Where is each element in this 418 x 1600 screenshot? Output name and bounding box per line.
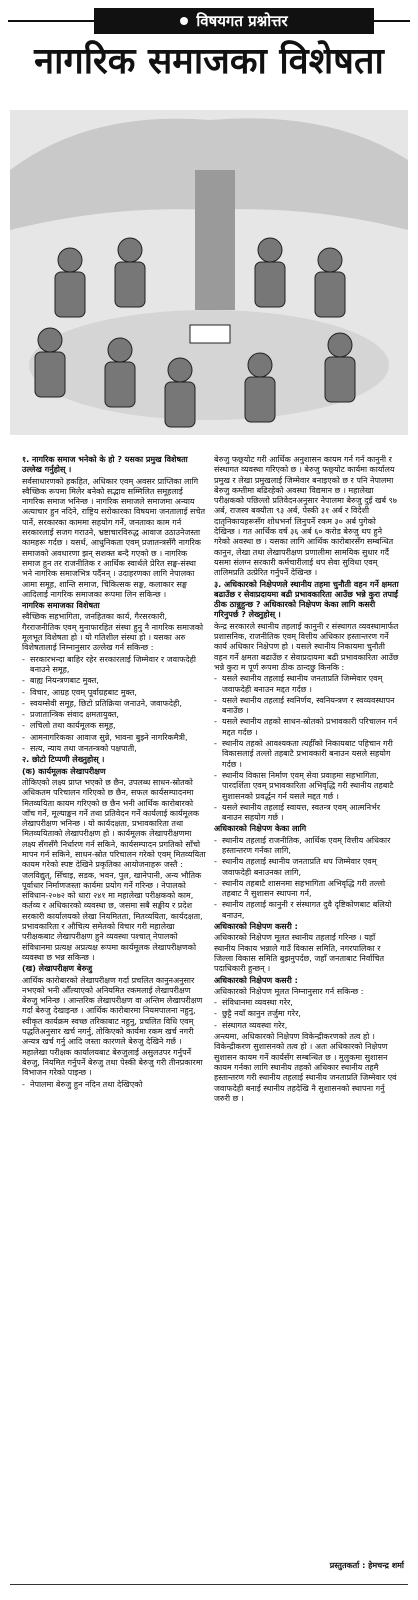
list-item: - नेपालमा बेरुजु हुन नदिन तथा देखिएको: [22, 1080, 207, 1090]
reason-item: - यसले स्थानीय तहलाई स्वायत्त, स्वतन्त्र एवम् आत्मनिर्भर बनाउन सहयोग गर्छ ।: [214, 803, 399, 824]
purpose-item: - स्थानीय तहबाटै शासनमा सहभागिता अभिवृद्धि गरी तल्लो तहबाट नै सुशासन स्थापना गर्न,: [214, 879, 399, 900]
byline: प्रस्तुतकर्ता : हेमचन्द्र शर्मा: [329, 1561, 404, 1570]
answer-2a: तोकिएको लक्ष्य प्राप्त भएको छ छैन, उपलब्ध साधन-स्रोतको अधिकतम परिचालन गरिएको छ छैन, सफल कार्यसम्पादनमा मितव्ययिता कायम गरिएको छ छैन भनी आर्थिक कारोबारको जाँच गर्ने, मूल्याङ्कन गर्ने तथा प्रतिवेदन गर्ने कार्यलाई कार्यमूलक लेखापरीक्षण भनिन्छ । यो कार्यदक्षता, प्रभावकारिता तथा मितव्ययिताको लेखापरीक्षण हो । कार्यमूलक लेखापरीक्षणमा लक्ष्य सँगसँगै निर्धारण गर्न सकिने, कार्यसम्पादन प्रगतिको साँचो मापन गर्न सकिने, साधन-स्रोत परिचालन गरेको एवम् मितव्ययिता कायम गरेको स्पष्ट देखिने प्रकृतिका आयोजनाहरू जस्तै : जलविद्युत्, सिँचाइ, सडक, भवन, पुल, खानेपानी, अन्य भौतिक पूर्वाधार निर्माणजस्ता कार्यमा प्रयोग गर्ने गरिन्छ । नेपालको संविधान-२०७२ को धारा २४१ मा महालेखा परीक्षकको काम, कर्तव्य र अधिकारको व्यवस्था छ, जसमा सबै सङ्घीय र प्रदेश सरकारी कार्यालयको लेखा नियमितता, मितव्ययिता, कार्यदक्षता, प्रभावकारिता र औचित्य समेतको विचार गरी महालेखा परीक्षकबाट लेखापरीक्षण हुने व्यवस्था पश्चात् नेपालको संविधानमा प्रत्यक्ष अप्रत्यक्ष रूपमा कार्यमूलक लेखापरीक्षणको व्यवस्था छ भन्न सकिन्छ ।: [22, 777, 206, 962]
answer-3b: अधिकारको निक्षेपण मूलत स्थानीय तहलाई गरिन्छ । यहाँ स्थानीय निकाय भन्नाले गाउँ विकास समिति, नगरपालिका र जिल्ला विकास समिति बुझनुपर्दछ, जहाँ जनताबाट निर्वाचित पदाधिकारी हुन्छन् ।: [214, 933, 385, 974]
section-tag: [94, 8, 374, 34]
method-item: - छुट्टै नयाँ कानुन तर्जुमा गरेर,: [214, 1009, 399, 1019]
illustration: [10, 110, 408, 435]
question-2: २. छोटो टिप्पणी लेख्नुहोस् ।: [22, 755, 105, 765]
answer-1: सर्वसाधारणको हकहित, अधिकार एवम् अवसर प्राप्तिका लागि स्वैच्छिक रूपमा मिलेर बनेको सद्भाव सम्मिलित समूहलाई नागरिक समाज भनिन्छ । नागरिक समाजले समाजमा अन्याय अत्याचार हुन नदिने, राष्ट्रिय सरोकारका विषयमा जनतालाई सचेत पार्ने, सरकारका काममा सहयोग गर्ने, जनताका काम गर्न सरकारलाई सजग गराउने, भ्रष्टाचारविरुद्ध आवाज उठाउनेजस्ता कामहरू गर्दछ । यसर्थ, आधुनिकता एवम् प्रजातन्त्रसँगै नागरिक समाजको अवधारणा झन् सशक्त बन्दै गएको छ । नागरिक समाज हुन तर राजनीतिक र आर्थिक स्वार्थले प्रेरित सङ्घ-संस्था भने नागरिक समाजभित्र पर्दैनन् । उदाहरणका लागि नेपालका आमा समूह, शान्ति समाज, चिकित्सक सङ्घ, कलाकार सङ्घ आदिलाई नागरिक समाजका रूपमा लिन सकिन्छ ।: [22, 476, 206, 599]
footer-rule: [10, 1584, 408, 1585]
purpose-item: - स्थानीय तहलाई राजनीतिक, आर्थिक एवम् वित्तीय अधिकार हस्तान्तरण गर्नका लागि,: [214, 836, 399, 857]
left-column: [22, 455, 207, 1091]
purpose-item: - स्थानीय तहलाई स्थानीय जनताप्रति थप जिम्मेवार एवम् जवाफदेही बनाउनका लागि,: [214, 857, 399, 878]
heading-devolution-how: अधिकारको निक्षेपण कसरी :: [214, 922, 298, 932]
heading-features: नागरिक समाजका विशेषता: [22, 601, 100, 611]
section-tag-label: विषयगत प्रश्नोत्तर: [196, 12, 288, 30]
heading-performance-audit: (क) कार्यमूलक लेखापरीक्षण: [22, 766, 106, 776]
question-3: ३. अधिकारको निक्षेपणले स्थानीय तहमा चुनौती वहन गर्ने क्षमता बढाउँछ र सेवाप्रदायमा बढी प्रभावकारिता आउँछ भन्ने कुरा तपाईं ठीक ठान्नुहुन्छ ? अधिकारको निक्षेपण केका लागि कसरी गरिनुपर्छ ? लेख्नुहोस् ।: [214, 579, 399, 620]
feature-item: - सरकारभन्दा बाहिर रहेर सरकारलाई जिम्मेवार र जवाफदेही बनाउने समूह,: [22, 655, 207, 676]
right-column: [214, 455, 399, 1105]
reason-item: - स्थानीय विकास निर्माण एवम् सेवा प्रवाहमा सहभागिता, पारदर्शिता एवम् प्रभावकारिता अभिवृद्धि गरी स्थानीय तहबाटै सुशासनको प्रवर्द्धन गर्न यसले मद्दत गर्छ ।: [214, 771, 399, 802]
reason-item: - यसले स्थानीय तहको साधन-स्रोतको प्रभावकारी परिचालन गर्न मद्दत गर्दछ ।: [214, 717, 399, 738]
method-item: - संस्थागत व्यवस्था गरेर,: [214, 1021, 399, 1031]
feature-item: - बाह्य नियन्त्रणबाट मुक्त,: [22, 676, 207, 686]
purpose-item: - स्थानीय तहलाई कानुनी र संस्थागत दुवै दृष्टिकोणबाट बलियो बनाउन,: [214, 900, 399, 921]
bullet-icon: [180, 17, 188, 25]
answer-1b: स्वैच्छिक सहभागिता, जनहितका कार्य, गैरसरकारी, गैरराजनीतिक एवम् मुनाफारहित संस्था हुनु नै नागरिक समाजको मूलभूत विशेषता हो । यो गतिशील संस्था हो । यसका अरु विशेषतालाई निम्नानुसार उल्लेख गर्न सकिन्छ :: [22, 612, 204, 653]
answer-2b-continued: बेरुजु फछ्र्योट गरी आर्थिक अनुशासन कायम गर्न गर्न कानुनी र संस्थागत व्यवस्था गरिएको छ । बेरुजु फछ्र्योट कार्यमा कार्यालय प्रमुख र लेखा प्रमुखलाई जिम्मेवार बनाइएको छ र पनि नेपालमा बेरुजु कम्तीमा बढिरहेको अवस्था विद्यमान छ । महालेखा परीक्षकको पछिल्लो प्रतिवेदनअनुसार नेपालमा बेरुजु दुई खर्ब ९७ अर्ब, राजस्व बक्यौता ९३ अर्ब, पेस्की ३१ अर्ब र विदेशी दातृनिकायहरूसँग शोधभर्ना लिनुपर्ने रकम ३० अर्ब पुगेको देखिन्छ । गत आर्थिक वर्ष ३६ अर्ब ६० करोड बेरुजु थप हुने गरेको अवस्था छ । यसका लागि आर्थिक कारोबारसँग सम्बन्धित कानुन, लेखा तथा लेखापरीक्षण प्रणालीमा सामयिक सुधार गर्दै यसमा संलग्न सरकारी कर्मचारीलाई थप सेवा सुविधा एवम् तालिमप्रति उत्प्रेरित गर्नुपर्ने देखिन्छ ।: [214, 455, 397, 578]
answer-3: केन्द्र सरकारले स्थानीय तहलाई कानुनी र संस्थागत व्यवस्थामार्फत प्रशासनिक, राजनीतिक एवम् वित्तीय अधिकार हस्तान्तरण गर्ने कार्य अधिकार निक्षेपण हो । यसले स्थानीय निकायमा चुनौती वहन गर्ने क्षमता बढाउँछ र सेवाप्रदायमा बढी प्रभावकारिता आउँछ भन्ने कुरा म पूर्ण रूपमा ठीक ठान्दछु किनकि :: [214, 621, 399, 672]
heading-audit-arrears: (ख) लेखापरीक्षण बेरुजु: [22, 964, 93, 974]
headline: नागरिक समाजका विशेषता: [34, 41, 384, 82]
answer-3c: अधिकारको निक्षेपण मूलत निम्नानुसार गर्न सकिन्छ :: [214, 986, 364, 996]
feature-item: - लचिलो तथा कार्यमूलक समूह,: [22, 721, 207, 731]
reason-item: - स्थानीय तहको आवश्यकता त्यहीँको निकायबाट पहिचान गरी विकासलाई तल्लो तहबाटै प्रभावकारी बनाउन यसले सहयोग गर्दछ ।: [214, 739, 399, 770]
reason-item: - यसले स्थानीय तहलाई स्थानीय जनताप्रति जिम्मेवार एवम् जवाफदेही बनाउन मद्दत गर्दछ ।: [214, 674, 399, 695]
heading-devolution-why: अधिकारको निक्षेपण केका लागि: [214, 824, 307, 834]
reason-item: - यसले स्थानीय तहलाई स्वनिर्णय, स्वनियन्त्रण र स्वव्यवस्थापन बनाउँछ ।: [214, 696, 399, 717]
heading-devolution-how-2: अधिकारको निक्षेपण कसरी :: [214, 975, 298, 985]
question-1: १. नागरिक समाज भनेको के हो ? यसका प्रमुख विशेषता उल्लेख गर्नुहोस् ।: [22, 455, 188, 475]
method-item: - संविधानमा व्यवस्था गरेर,: [214, 998, 399, 1008]
feature-item: - सत्य, न्याय तथा जनतन्त्रको पक्षपाती,: [22, 744, 207, 754]
feature-item: - आमनागरिकका आवाज सुन्ने, भावना बुझ्ने नागरिकमैत्री,: [22, 733, 207, 743]
feature-item: - प्रजातान्त्रिक संवाद क्षमतायुक्त,: [22, 710, 207, 720]
answer-2b: आर्थिक कारोबारको लेखापरीक्षण गर्दा प्रचलित कानुनअनुसार नभएको भनी औँल्याएको अनियमित रकमलाई लेखापरीक्षण बेरुजु भनिन्छ । आन्तरिक लेखापरीक्षण वा अन्तिम लेखापरीक्षण गर्दा बेरुजु देखाइन्छ । आर्थिक कारोबारमा नियमपालना नहुनु, स्वीकृत कार्यक्रम स्वच्छ तरिकाबाट नहुनु, प्रचलित विधि एवम् पद्धतिअनुसार खर्च नगर्नु, तोकिएको कार्यमा रकम खर्च नगरी अन्यत्र खर्च गर्नु आदि जस्ता कारणले बेरुजु देखिने गर्छ । महालेखा परीक्षक कार्यालयबाट बेरुजुलाई असुलउपर गर्नुपर्ने बेरुजु, नियमित गर्नुपर्ने बेरुजु तथा पेस्की बेरुजु गरी तीनप्रकारमा विभाजन गरेको पाइन्छ ।: [22, 975, 203, 1078]
feature-item: - स्वयम्सेवी समूह, छिटो प्रतिक्रिया जनाउने, जवाफदेही,: [22, 699, 207, 709]
conclusion: अन्त्यमा, अधिकारको निक्षेपण विकेन्द्रीकरणको तत्व हो । विकेन्द्रीकरण सुशासनको तत्व हो । अतः अधिकारको निक्षेपण सुशासन कायम गर्ने कार्यसँग सम्बन्धित छ । मुलुकमा सुशासन कायम गर्नका लागि स्थानीय तहको अधिकार स्थानीय तहमै हस्तान्तरण गरी स्थानीय तहलाई स्थानीय जनताप्रति जिम्मेवार एवं जवाफदेही बनाई स्थानीय तहदेखि नै सुशासनको स्थापना गर्नु जरुरी छ ।: [214, 1032, 397, 1103]
feature-item: - विचार, आग्रह एवम् पूर्वाग्रहबाट मुक्त,: [22, 688, 207, 698]
